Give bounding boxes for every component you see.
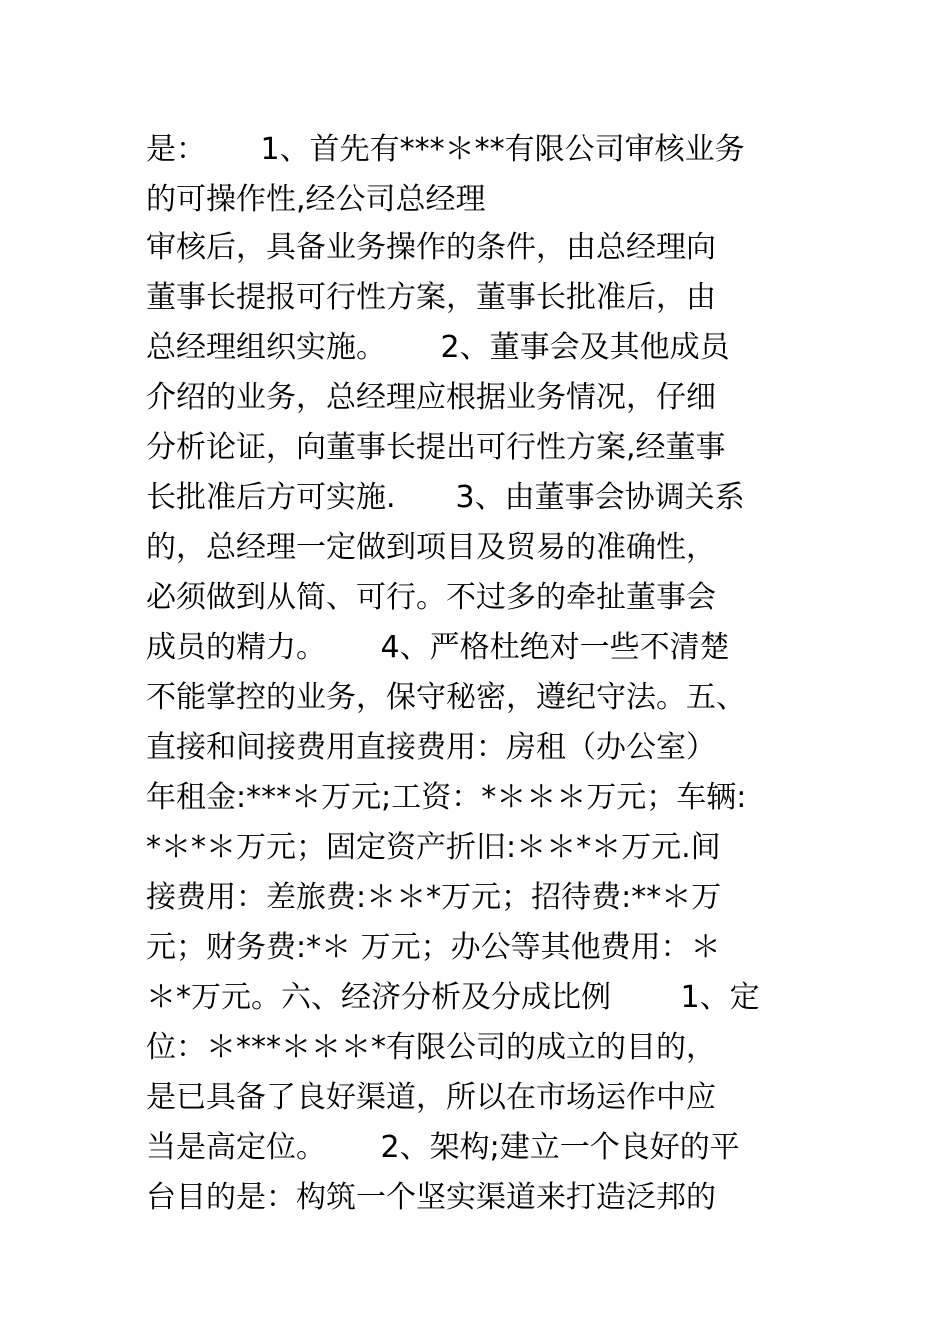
text-line: 分析论证，向董事长提出可行性方案,经董事: [146, 430, 726, 465]
text-line: 当是高定位。 2、架构;建立一个良好的平: [146, 1130, 740, 1165]
text-line: 接费用：差旅费:＊＊*万元；招待费:**＊万: [146, 880, 722, 915]
text-line: 审核后，具备业务操作的条件，由总经理向: [146, 230, 716, 265]
body-text: [146, 125, 836, 1223]
text-line: 介绍的业务，总经理应根据业务情况，仔细: [146, 380, 716, 415]
text-line: 的，总经理一定做到项目及贸易的准确性，: [146, 530, 716, 565]
text-line: 元；财务费:*＊ 万元；办公等其他费用：＊: [146, 930, 721, 965]
text-line: 年租金:***＊万元;工资：*＊＊＊万元；车辆:: [146, 780, 747, 815]
text-line: 是已具备了良好渠道，所以在市场运作中应: [146, 1080, 716, 1115]
text-line: *＊*＊万元；固定资产折旧:＊＊*＊万元.间: [146, 830, 721, 865]
text-line: 总经理组织实施。 2、董事会及其他成员: [146, 330, 730, 365]
text-line: 位：＊***＊＊＊*有限公司的成立的目的，: [146, 1030, 716, 1065]
text-line: 的可操作性,经公司总经理: [146, 182, 486, 217]
text-line: 直接和间接费用直接费用：房租（办公室）: [146, 730, 716, 765]
text-line: 董事长提报可行性方案，董事长批准后，由: [146, 280, 716, 315]
text-line: 台目的是：构筑一个坚实渠道来打造泛邦的: [146, 1180, 716, 1215]
text-line: ＊*万元。六、经济分析及分成比例 1、定: [146, 980, 760, 1015]
text-line: 必须做到从简、可行。不过多的牵扯董事会: [146, 580, 716, 615]
text-line: 长批准后方可实施. 3、由董事会协调关系: [146, 480, 745, 515]
text-line: 成员的精力。 4、严格杜绝对一些不清楚: [146, 630, 730, 665]
text-line: 不能掌控的业务，保守秘密，遵纪守法。五、: [146, 680, 746, 715]
text-line: 是： 1、首先有***＊**有限公司审核业务: [146, 132, 745, 167]
